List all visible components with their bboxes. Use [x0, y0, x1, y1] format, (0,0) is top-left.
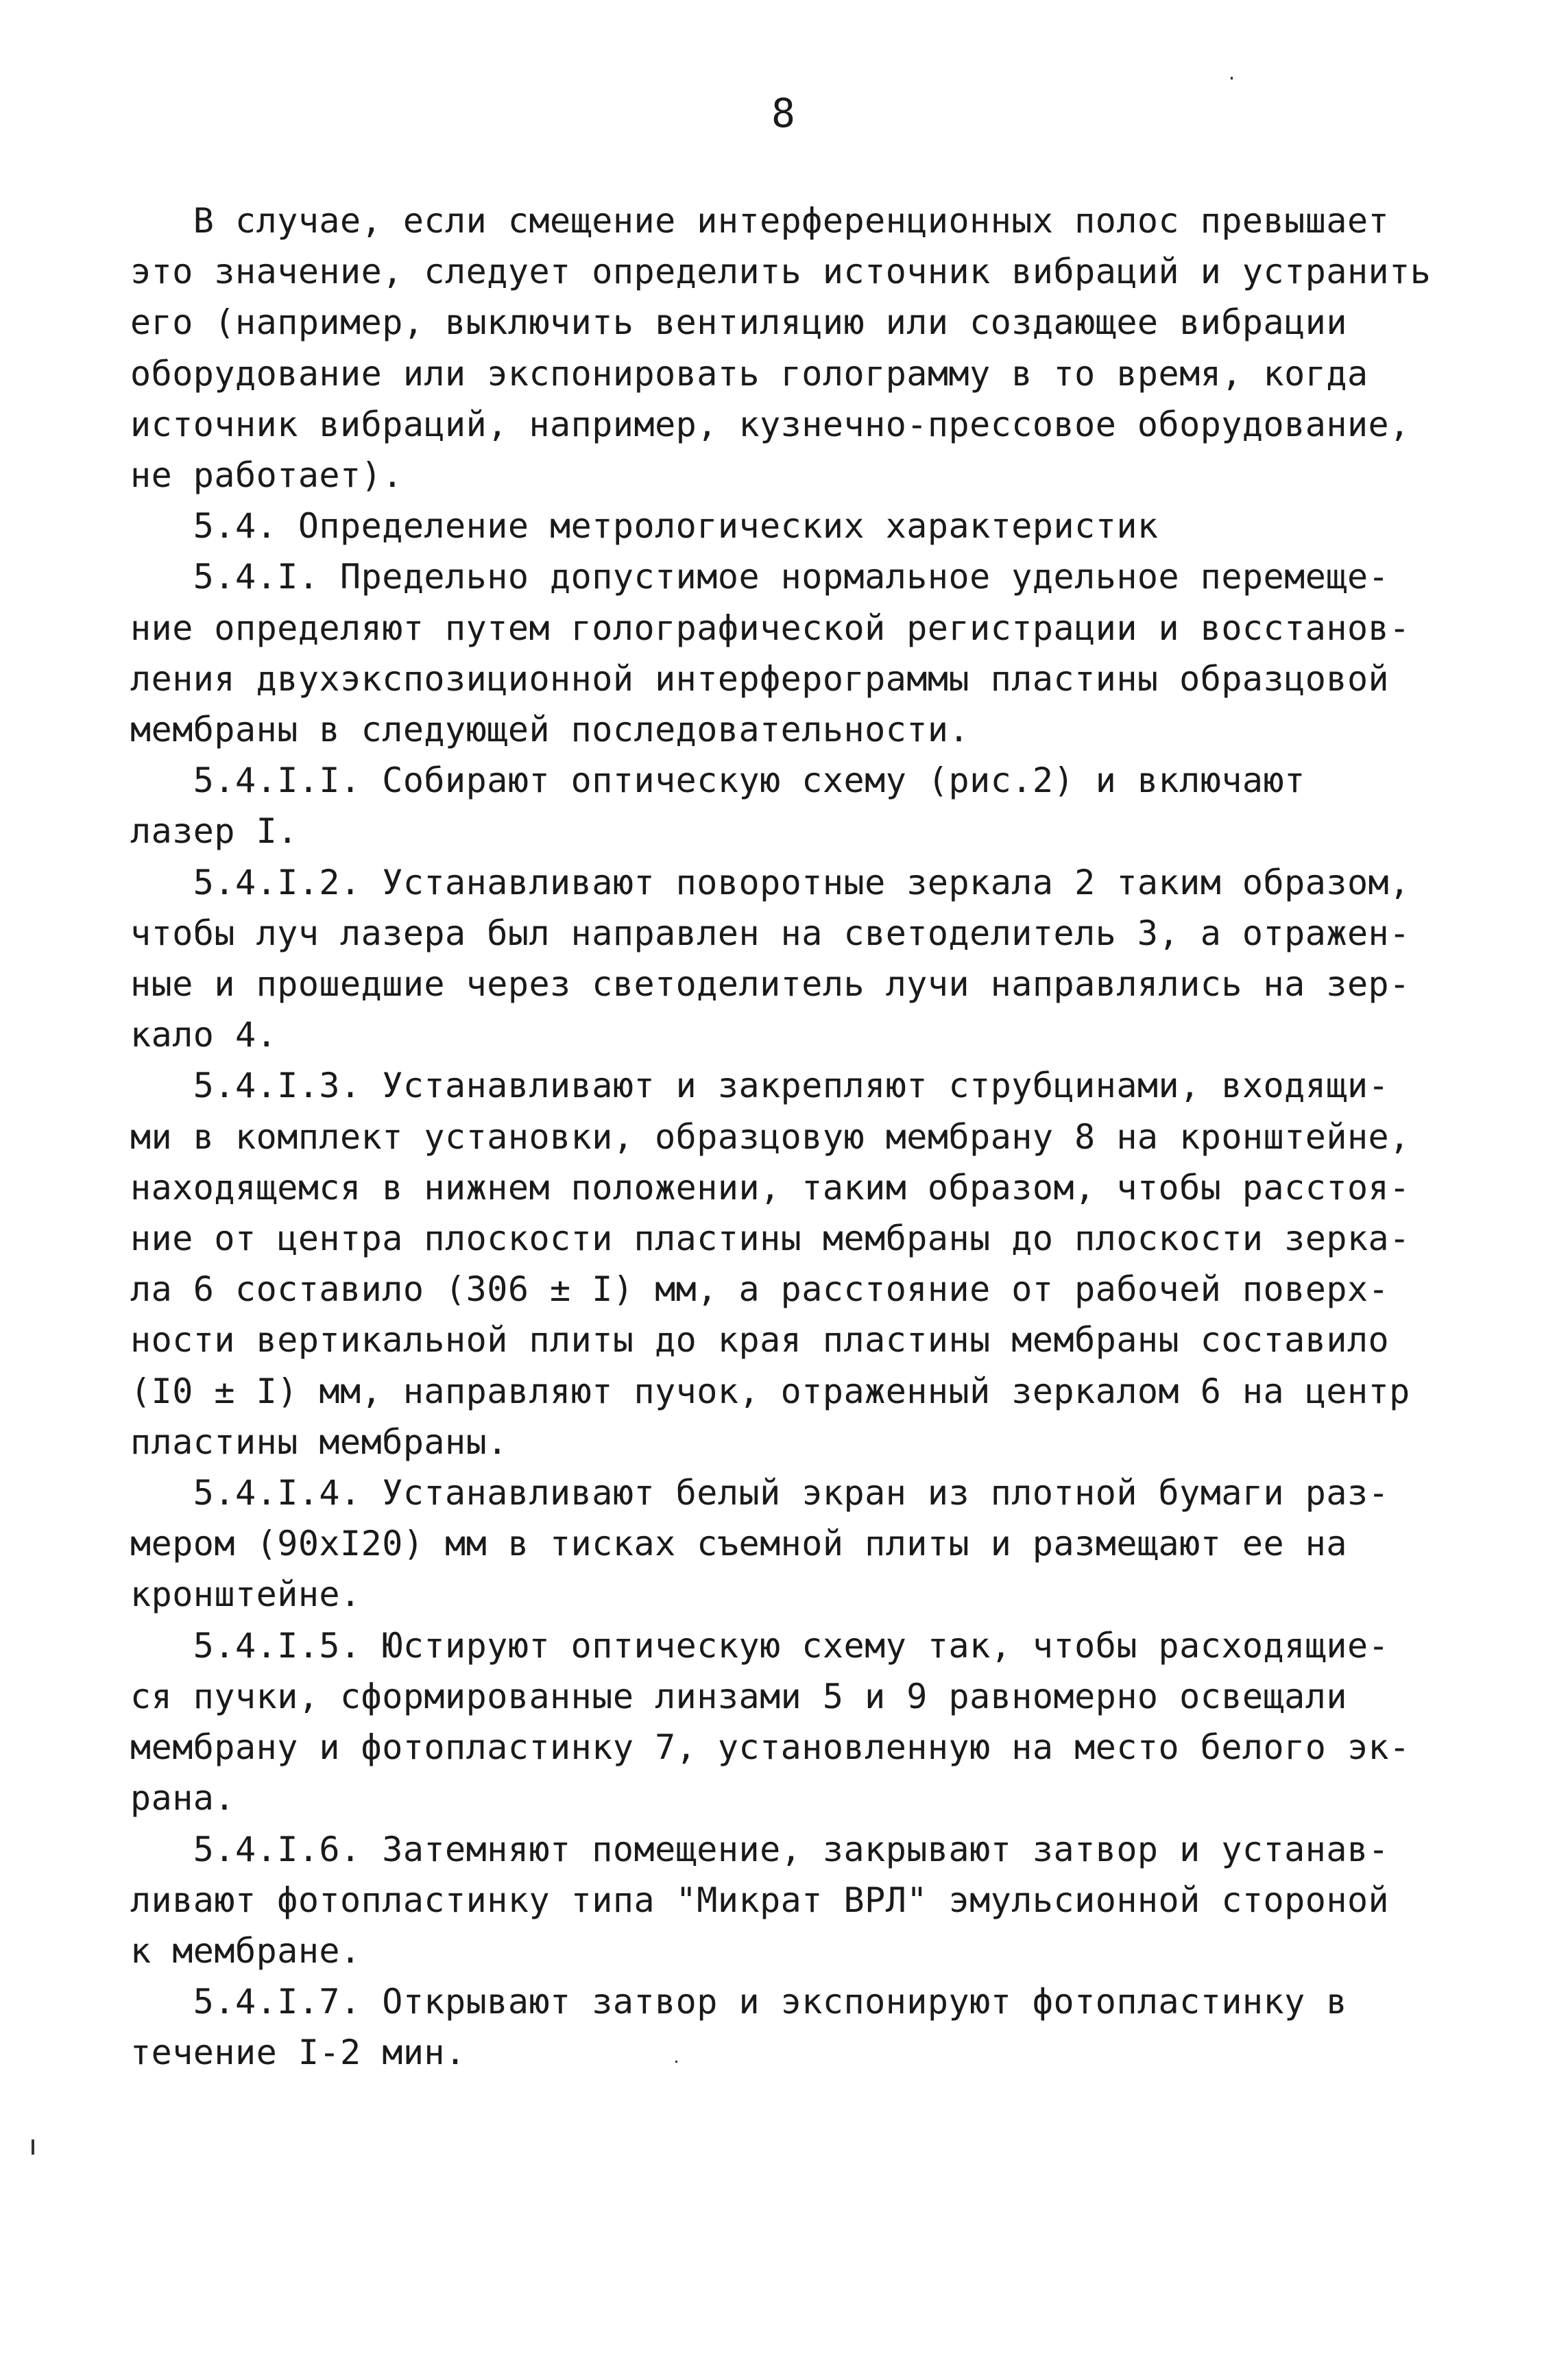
text-line: мембраны в следующей последовательности.	[130, 710, 970, 750]
text-line: к мембране.	[130, 1930, 361, 1971]
scan-speck	[675, 2061, 677, 2063]
text-line: 5.4.I.6. Затемняют помещение, закрывают затвор и устанав-	[130, 1829, 1390, 1869]
text-line: чтобы луч лазера был направлен на светоделитель 3, а отражен-	[130, 913, 1410, 953]
text-line: оборудование или экспонировать голограмму в то время, когда	[130, 353, 1368, 394]
paragraph	[130, 1060, 1433, 1467]
text-line: мембрану и фотопластинку 7, установленную на место белого эк-	[130, 1727, 1410, 1768]
text-line: кало 4.	[130, 1015, 278, 1055]
text-line: 5.4. Определение метрологических характеристик	[130, 506, 1159, 547]
text-line: это значение, следует определить источник вибраций и устранить	[130, 252, 1432, 292]
text-line: рана.	[130, 1778, 236, 1819]
paragraph	[130, 195, 1433, 501]
paragraph	[130, 755, 1433, 856]
text-line: находящемся в нижнем положении, таким образом, чтобы расстоя-	[130, 1167, 1410, 1208]
text-line: ления двухэкспозиционной интерферограммы пластины образцовой	[130, 658, 1390, 699]
text-line: кронштейне.	[130, 1574, 361, 1615]
text-line: 5.4.I.4. Устанавливают белый экран из плотной бумаги раз-	[130, 1473, 1390, 1513]
text-line: 5.4.I.3. Устанавливают и закрепляют струбцинами, входящи-	[130, 1066, 1390, 1106]
text-line: ливают фотопластинку типа "Микрат ВРЛ" эмульсионной стороной	[130, 1880, 1390, 1920]
text-line: источник вибраций, например, кузнечно-прессовое оборудование,	[130, 404, 1410, 444]
text-line: лазер I.	[130, 811, 298, 852]
paragraph	[130, 1824, 1433, 1977]
paragraph	[130, 551, 1433, 755]
text-line: ся пучки, сформированные линзами 5 и 9 равномерно освещали	[130, 1676, 1347, 1716]
text-line: не работает).	[130, 455, 403, 496]
text-line: пластины мембраны.	[130, 1422, 508, 1462]
text-line: 5.4.I. Предельно допустимое нормальное удельное перемеще-	[130, 557, 1390, 597]
text-line: (I0 ± I) мм, направляют пучок, отраженный зеркалом 6 на центр	[130, 1371, 1410, 1411]
text-line: мером (90xI20) мм в тисках съемной плиты и размещают ее на	[130, 1524, 1347, 1564]
text-line: 5.4.I.5. Юстируют оптическую схему так, чтобы расходящие-	[130, 1625, 1390, 1666]
text-line: 5.4.I.2. Устанавливают поворотные зеркала 2 таким образом,	[130, 862, 1410, 902]
text-line: ми в комплект установки, образцовую мембрану 8 на кронштейне,	[130, 1116, 1410, 1157]
text-line: ние от центра плоскости пластины мембраны до плоскости зерка-	[130, 1219, 1410, 1259]
paragraph	[130, 1467, 1433, 1620]
scan-speck	[32, 2140, 34, 2155]
scan-speck	[1231, 77, 1233, 80]
text-line: ности вертикальной плиты до края пластины мембраны составило	[130, 1320, 1390, 1361]
paragraph	[130, 857, 1433, 1061]
text-line: В случае, если смещение интерференционных полос превышает	[130, 201, 1390, 241]
text-line: 5.4.I.7. Открывают затвор и экспонируют фотопластинку в	[130, 1982, 1347, 2022]
text-line: ла 6 составило (306 ± I) мм, а расстояние от рабочей поверх-	[130, 1269, 1390, 1310]
text-line: ные и прошедшие через светоделитель лучи направлялись на зер-	[130, 964, 1410, 1005]
document-body	[130, 195, 1433, 2078]
text-line: 5.4.I.I. Собирают оптическую схему (рис.2) и включают	[130, 760, 1305, 801]
paragraph	[130, 501, 1433, 551]
paragraph	[130, 1976, 1433, 2078]
text-line: течение I-2 мин.	[130, 2033, 466, 2073]
text-line: ние определяют путем голографической регистрации и восстанов-	[130, 608, 1410, 648]
page-number: 8	[771, 90, 797, 136]
paragraph	[130, 1620, 1433, 1824]
text-line: его (например, выключить вентиляцию или создающее вибрации	[130, 302, 1347, 343]
